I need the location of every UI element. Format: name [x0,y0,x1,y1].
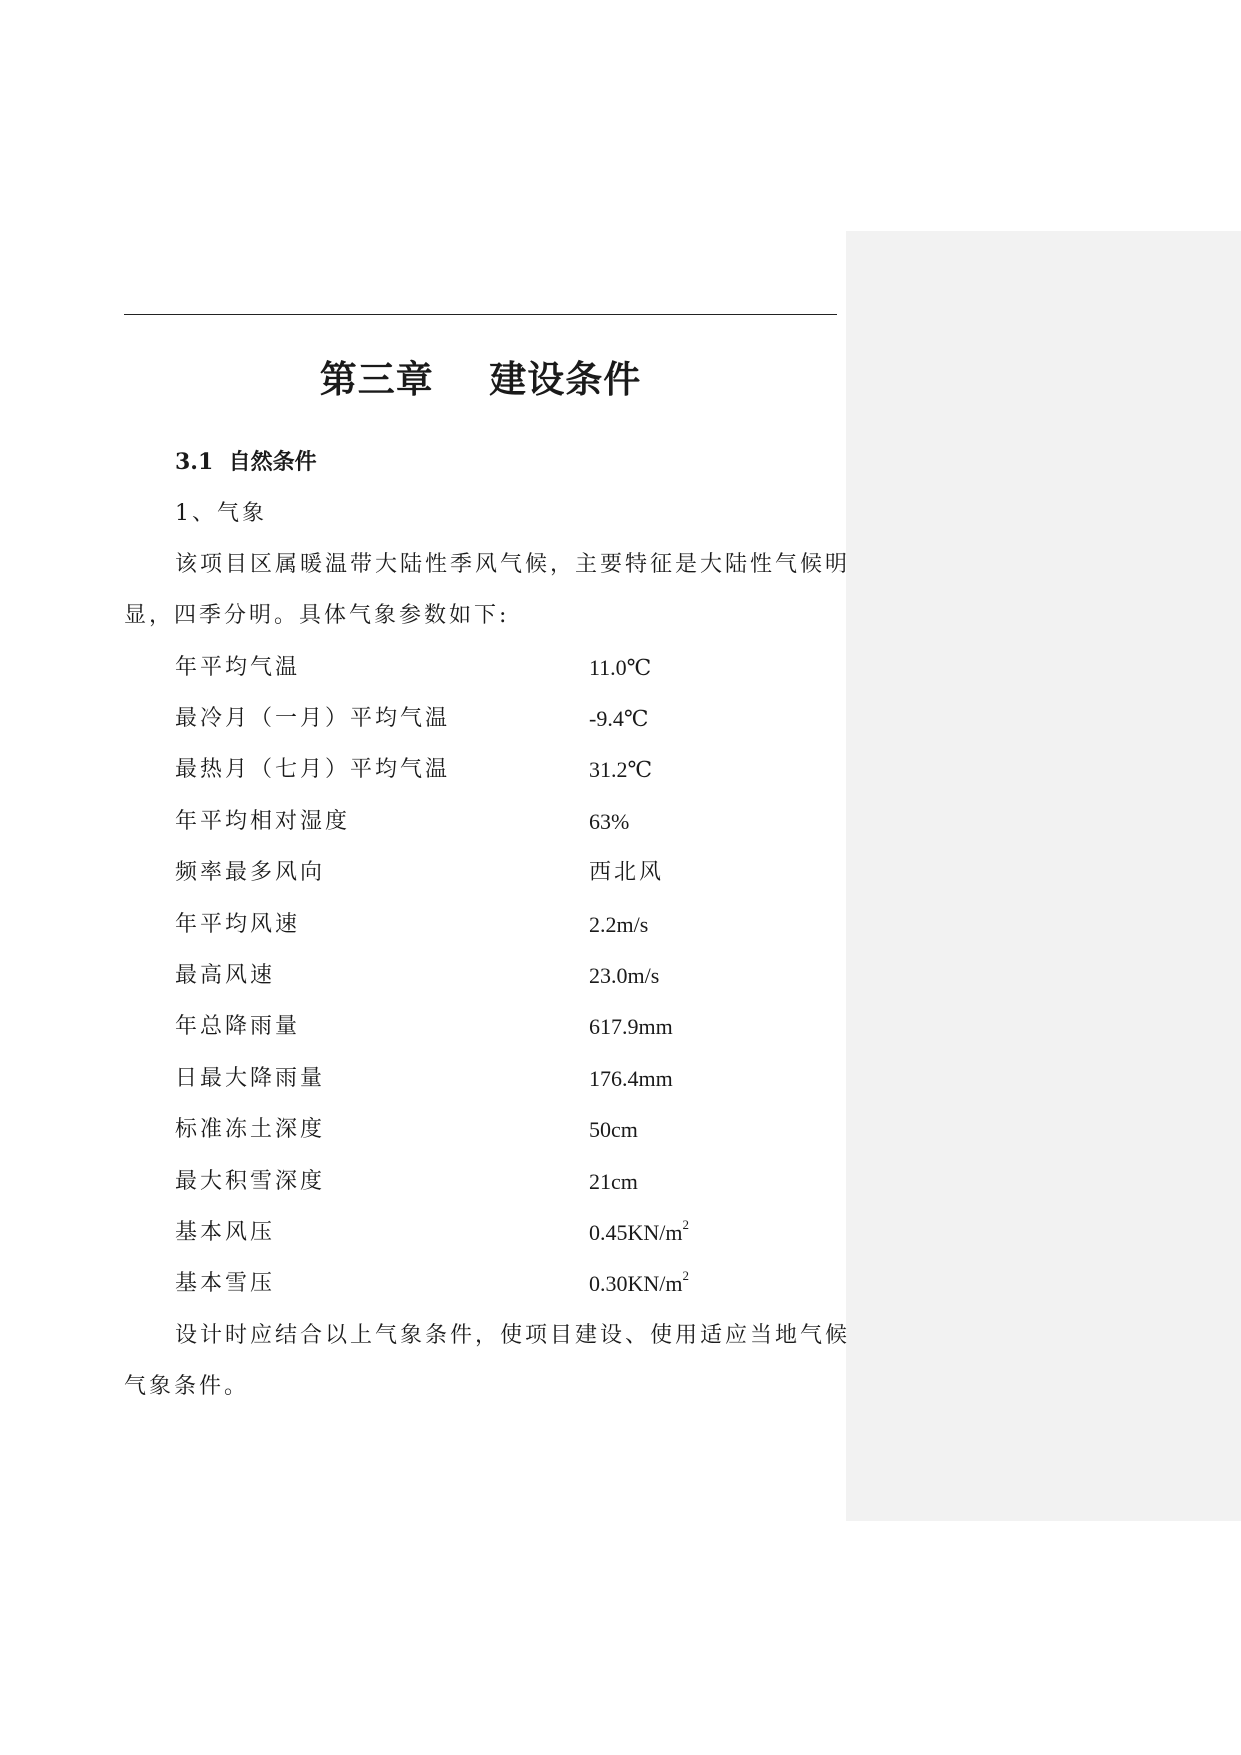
param-label: 年平均风速 [175,912,301,937]
conclusion-line-2: 气象条件。 [124,1374,250,1399]
intro-line-1: 该项目区属暖温带大陆性季风气候，主要特征是大陆性气候明 [175,552,851,577]
conclusion-line-1: 设计时应结合以上气象条件，使项目建设、使用适应当地气候 [175,1323,851,1348]
param-value: $0.30KN/m^2$ [589,1268,689,1296]
intro-line-2: 显，四季分明。具体气象参数如下: [124,603,510,628]
param-value: 西北风 [589,860,665,885]
param-value: 617.9mm [589,1014,673,1039]
param-label: 频率最多风向 [175,860,326,885]
param-value: 31.2℃ [589,757,653,782]
param-label: 最高风速 [175,963,276,988]
param-value: 23.0m/s [589,963,660,988]
param-value: $0.45KN/m^2$ [589,1217,689,1245]
header-rule [124,314,837,315]
param-label: 年平均相对湿度 [175,809,351,834]
chapter-title: 第三章 建设条件 [319,358,642,401]
param-label: 最热月（七月）平均气温 [175,757,451,782]
param-value: 63% [589,809,630,834]
param-label: 最大积雪深度 [175,1169,326,1194]
param-label: 年平均气温 [175,655,301,680]
param-label: 基本风压 [175,1220,276,1245]
section-number: 3.1 [175,449,214,475]
param-value: 11.0℃ [589,655,652,680]
param-value: 2.2m/s [589,912,649,937]
param-label: 最冷月（一月）平均气温 [175,706,451,731]
param-label: 标准冻土深度 [175,1117,326,1142]
param-label: 基本雪压 [175,1271,276,1296]
param-label: 日最大降雨量 [175,1066,326,1091]
param-value: 176.4mm [589,1066,673,1091]
comment-pane [846,231,1241,1521]
subsection-title: 1、气象 [175,501,267,526]
param-label: 年总降雨量 [175,1014,301,1039]
section-heading [175,449,317,475]
param-value: -9.4℃ [589,706,649,731]
section-title: 自然条件 [228,449,317,475]
param-value: 50cm [589,1117,638,1142]
param-value: 21cm [589,1169,638,1194]
